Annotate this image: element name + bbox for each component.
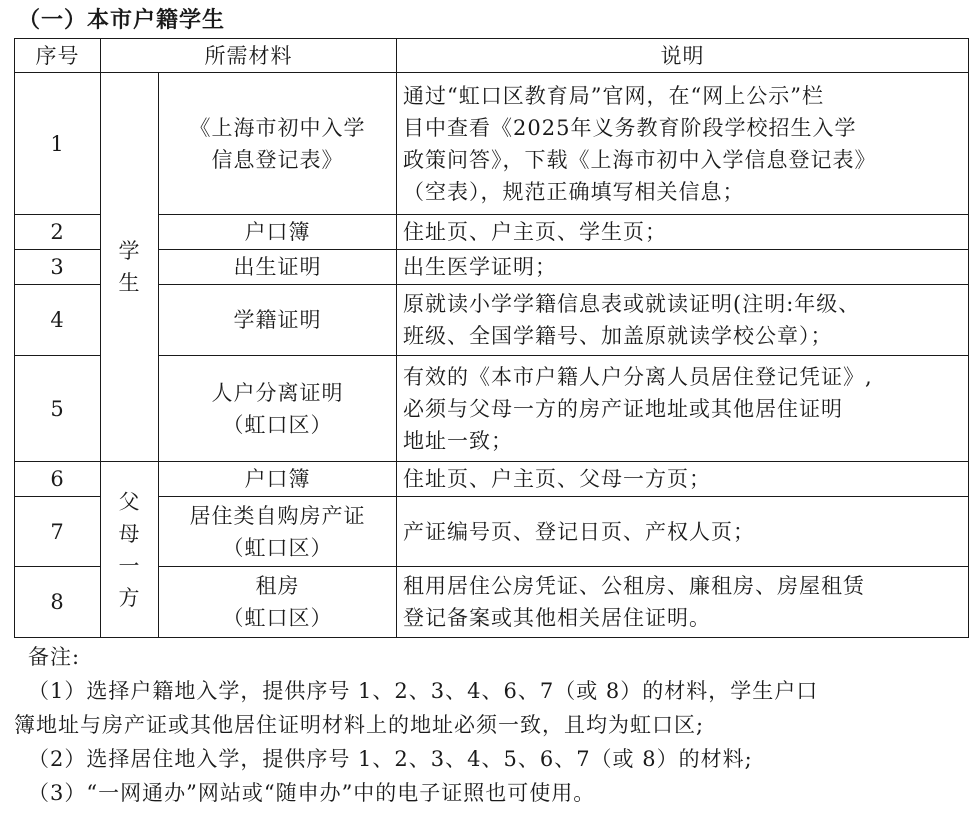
material-cell bbox=[159, 73, 397, 215]
material-line: 信息登记表》 bbox=[211, 147, 344, 172]
group-student bbox=[101, 73, 159, 462]
description-cell bbox=[397, 250, 969, 285]
row-number: 1 bbox=[15, 73, 101, 215]
material-cell bbox=[159, 285, 397, 356]
description-cell bbox=[397, 356, 969, 462]
row-number: 6 bbox=[15, 462, 101, 497]
material-cell bbox=[159, 497, 397, 567]
notes-section bbox=[14, 640, 964, 810]
row-number: 8 bbox=[15, 567, 101, 638]
description-line: （空表），规范正确填写相关信息； bbox=[403, 179, 745, 204]
note-line: （3）“一网通办”网站或“随申办”中的电子证照也可使用。 bbox=[28, 781, 596, 805]
note-line: （1）选择户籍地入学，提供序号 1、2、3、4、6、7（或 8）的材料，学生户口 bbox=[28, 679, 819, 703]
row-number: 2 bbox=[15, 215, 101, 250]
material-cell bbox=[159, 462, 397, 497]
description-cell bbox=[397, 497, 969, 567]
material-cell bbox=[159, 250, 397, 285]
material-line: 租房 bbox=[255, 574, 300, 598]
table-row bbox=[15, 250, 969, 285]
notes-title: 备注: bbox=[28, 645, 81, 669]
section-heading: （一）本市户籍学生 bbox=[18, 7, 226, 33]
material-line: （虹口区） bbox=[222, 412, 333, 437]
description-line: 租用居住公房凭证、公租房、廉租房、房屋租赁 bbox=[403, 574, 865, 598]
row-number: 7 bbox=[15, 497, 101, 567]
material-line: 学籍证明 bbox=[233, 308, 322, 332]
description-line: 住址页、户主页、学生页； bbox=[403, 220, 667, 244]
description-line: 出生医学证明； bbox=[403, 255, 557, 279]
table-row bbox=[15, 356, 969, 462]
table-row bbox=[15, 497, 969, 567]
row-number: 3 bbox=[15, 250, 101, 285]
description-line: 班级、全国学籍号、加盖原就读学校公章）； bbox=[403, 324, 833, 348]
description-line: 通过“虹口区教育局”官网，在“网上公示”栏 bbox=[403, 83, 824, 108]
header-materials: 所需材料 bbox=[101, 39, 397, 73]
material-line: 人户分离证明 bbox=[211, 380, 344, 405]
material-line: 户口簿 bbox=[244, 220, 311, 244]
description-line: 有效的《本市户籍人户分离人员居住登记凭证》, bbox=[403, 364, 873, 389]
note-line: 簿地址与房产证或其他居住证明材料上的地址必须一致，且均为虹口区; bbox=[14, 713, 705, 737]
table-row bbox=[15, 73, 969, 215]
material-line: （虹口区） bbox=[222, 535, 333, 560]
description-line: 登记备案或其他相关居住证明。 bbox=[403, 606, 711, 630]
table-row bbox=[15, 285, 969, 356]
material-cell bbox=[159, 356, 397, 462]
description-line: 住址页、户主页、父母一方页； bbox=[403, 467, 711, 491]
description-cell bbox=[397, 285, 969, 356]
material-line: 户口簿 bbox=[244, 467, 311, 491]
description-line: 政策问答》，下载《上海市初中入学信息登记表》 bbox=[403, 147, 877, 172]
description-cell bbox=[397, 462, 969, 497]
group-parent bbox=[101, 462, 159, 638]
description-cell bbox=[397, 73, 969, 215]
table-row bbox=[15, 215, 969, 250]
description-cell bbox=[397, 215, 969, 250]
table-header-row bbox=[15, 39, 969, 73]
material-line: 《上海市初中入学 bbox=[189, 115, 366, 140]
material-cell bbox=[159, 567, 397, 638]
note-line: （2）选择居住地入学，提供序号 1、2、3、4、5、6、7（或 8）的材料; bbox=[28, 747, 753, 771]
description-line: 原就读小学学籍信息表或就读证明(注明:年级、 bbox=[403, 292, 861, 316]
description-cell bbox=[397, 567, 969, 638]
header-serial: 序号 bbox=[15, 39, 101, 73]
material-line: （虹口区） bbox=[222, 606, 333, 630]
description-line: 产证编号页、登记日页、产权人页； bbox=[403, 519, 755, 544]
table-row bbox=[15, 462, 969, 497]
table-row bbox=[15, 567, 969, 638]
header-description: 说明 bbox=[397, 39, 969, 73]
group-student-label: 学生 bbox=[118, 239, 141, 295]
description-line: 必须与父母一方的房产证地址或其他居住证明 bbox=[403, 396, 843, 421]
material-line: 居住类自购房产证 bbox=[189, 503, 366, 528]
description-line: 目中查看《2025年义务教育阶段学校招生入学 bbox=[403, 115, 857, 140]
row-number: 5 bbox=[15, 356, 101, 462]
materials-table bbox=[14, 38, 969, 638]
group-parent-label: 父母一方 bbox=[118, 489, 141, 610]
material-cell bbox=[159, 215, 397, 250]
material-line: 出生证明 bbox=[233, 255, 322, 279]
description-line: 地址一致； bbox=[403, 428, 513, 453]
row-number: 4 bbox=[15, 285, 101, 356]
